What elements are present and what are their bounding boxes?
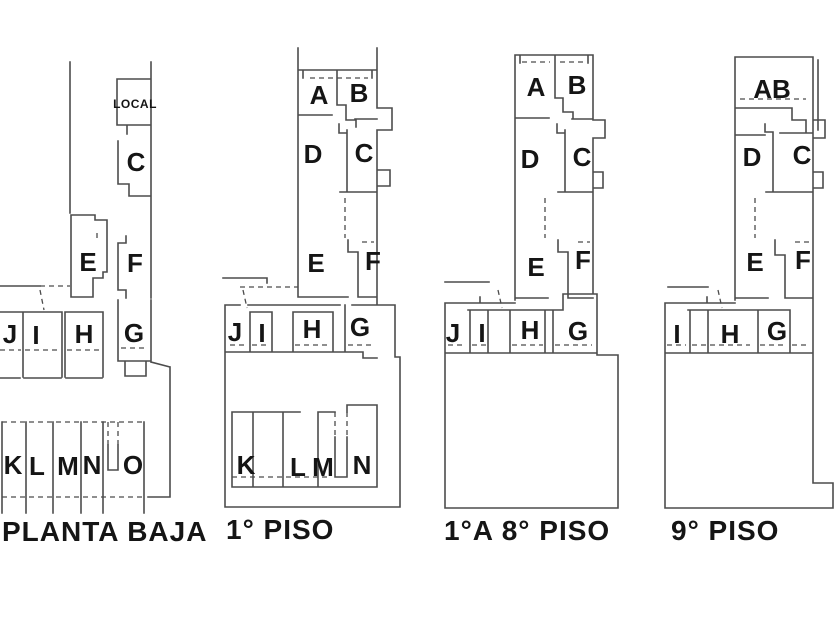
- room-label-n: N: [352, 450, 372, 480]
- room-label-c: C: [354, 138, 374, 168]
- room-label-f: F: [127, 248, 143, 278]
- floorplan-planta-baja: [0, 62, 207, 547]
- room-label-h: H: [74, 319, 94, 349]
- room-label-c: C: [792, 140, 812, 170]
- floorplan-piso-9: [665, 57, 833, 546]
- room-label-i: I: [258, 318, 266, 348]
- room-label-d: D: [520, 144, 540, 174]
- room-label-i: I: [673, 319, 681, 349]
- room-label-m: M: [312, 452, 334, 482]
- room-label-g: G: [349, 312, 371, 342]
- room-label-j: J: [227, 317, 243, 347]
- floor-title-piso-1-a-8: 1°A 8° PISO: [444, 515, 611, 546]
- room-label-i: I: [478, 318, 486, 348]
- floor-title-planta-baja: PLANTA BAJA: [2, 516, 208, 547]
- floorplan-piso-1-a-8: [444, 55, 618, 546]
- room-label-j: J: [2, 319, 18, 349]
- room-label-b: B: [349, 78, 369, 108]
- room-label-d: D: [742, 142, 762, 172]
- room-label-local: LOCAL: [113, 97, 157, 111]
- room-label-e: E: [79, 247, 97, 277]
- room-label-i: I: [32, 320, 40, 350]
- room-label-g: G: [567, 316, 589, 346]
- floor-title-piso-9: 9° PISO: [671, 515, 780, 546]
- room-label-g: G: [766, 316, 788, 346]
- exterior-walls: [0, 62, 170, 513]
- room-label-l: L: [29, 451, 45, 481]
- room-label-e: E: [746, 247, 764, 277]
- room-label-k: K: [236, 450, 256, 480]
- room-label-b: B: [567, 70, 587, 100]
- room-label-g: G: [123, 318, 145, 348]
- room-label-k: K: [3, 450, 23, 480]
- room-label-f: F: [575, 245, 591, 275]
- room-label-h: H: [302, 314, 322, 344]
- room-label-n: N: [82, 450, 102, 480]
- room-label-ab: AB: [753, 74, 791, 104]
- room-label-d: D: [303, 139, 323, 169]
- interior-dashed-partitions: [667, 99, 810, 345]
- room-label-f: F: [365, 246, 381, 276]
- room-label-l: L: [290, 452, 306, 482]
- room-label-e: E: [307, 248, 325, 278]
- floor-title-piso-1: 1° PISO: [226, 514, 335, 545]
- floorplan-piso-1: [223, 48, 400, 545]
- exterior-walls: [665, 57, 833, 508]
- room-label-a: A: [526, 72, 546, 102]
- room-label-a: A: [309, 80, 329, 110]
- room-label-c: C: [126, 147, 146, 177]
- room-label-o: O: [122, 450, 144, 480]
- room-label-h: H: [720, 319, 740, 349]
- room-label-e: E: [527, 252, 545, 282]
- room-label-h: H: [520, 315, 540, 345]
- room-label-c: C: [572, 142, 592, 172]
- room-label-f: F: [795, 245, 811, 275]
- room-label-m: M: [57, 451, 79, 481]
- room-label-j: J: [445, 318, 461, 348]
